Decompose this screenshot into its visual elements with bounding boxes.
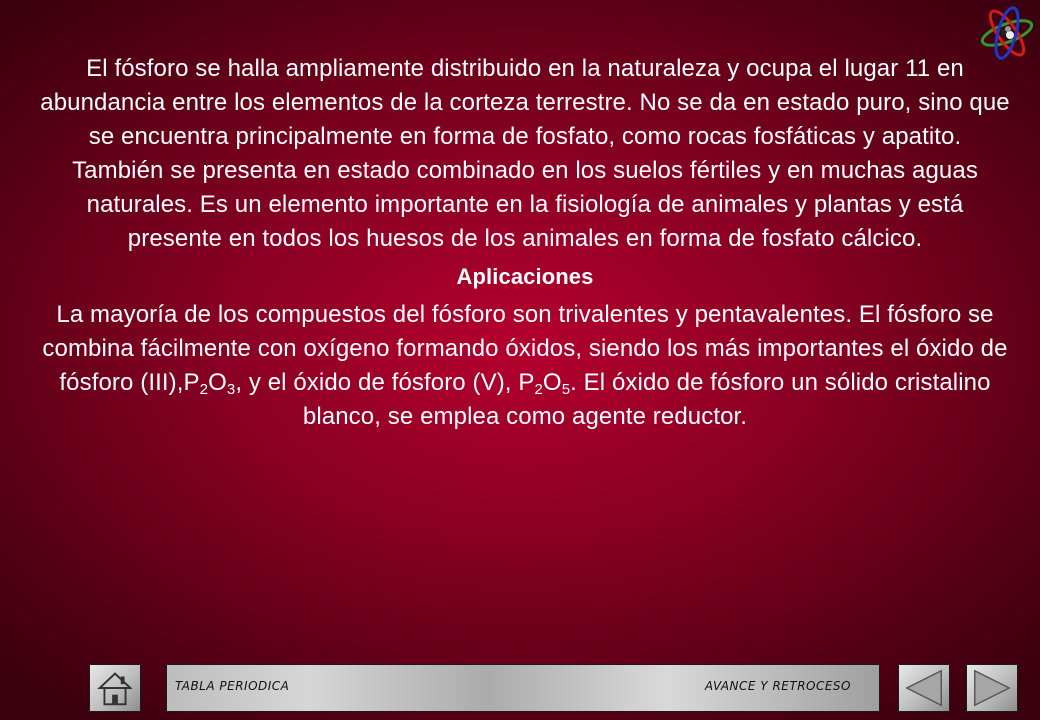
applications-text-part1: La mayoría de los compuestos del fósforo son trivalentes y pentavalentes. El fósforo se combina fácilmente con oxígeno formando óxidos, siendo los más importantes el óxido de fósforo (III), [42, 301, 1008, 396]
previous-button[interactable] [898, 664, 950, 712]
formula-element: P [183, 369, 200, 396]
formula-p2o3 [184, 369, 236, 396]
next-button[interactable] [966, 664, 1018, 712]
navigation-strip [166, 664, 880, 712]
triangle-left-icon [899, 665, 949, 711]
formula-element: O [208, 369, 227, 396]
periodic-table-link[interactable]: TABLA PERIODICA [175, 679, 290, 693]
formula-p2o5 [518, 369, 570, 396]
formula-element: O [542, 369, 562, 396]
applications-text-part2: , y el óxido de fósforo (V), [235, 369, 519, 396]
home-button[interactable] [89, 664, 141, 712]
formula-subscript: 2 [199, 381, 209, 398]
formula-subscript: 3 [226, 381, 236, 398]
advance-retreat-label[interactable]: AVANCE Y RETROCESO [704, 679, 851, 693]
section-heading: Aplicaciones [456, 264, 594, 289]
applications-text-part3: . El óxido de fósforo un sólido cristalino blanco, se emplea como agente reductor. [302, 369, 991, 430]
formula-subscript: 5 [561, 381, 571, 398]
formula-subscript: 2 [534, 381, 543, 398]
triangle-right-icon [967, 665, 1017, 711]
home-icon [90, 665, 140, 711]
formula-element: P [518, 369, 535, 396]
navigation-bar [0, 660, 1040, 720]
applications-paragraph [40, 298, 1010, 434]
slide-content [40, 52, 1010, 434]
intro-paragraph: El fósforo se halla ampliamente distribuido en la naturaleza y ocupa el lugar 11 en abundancia entre los elementos de la corteza terrestre. No se da en estado puro, sino que se encuentra principalmente en forma de fosfato, como rocas fosfáticas y apatito. También se presenta en estado combinado en los suelos fértiles y en muchas aguas naturales. Es un elemento importante en la fisiología de animales y plantas y está presente en todos los huesos de los animales en forma de fosfato cálcico. [40, 55, 1010, 252]
